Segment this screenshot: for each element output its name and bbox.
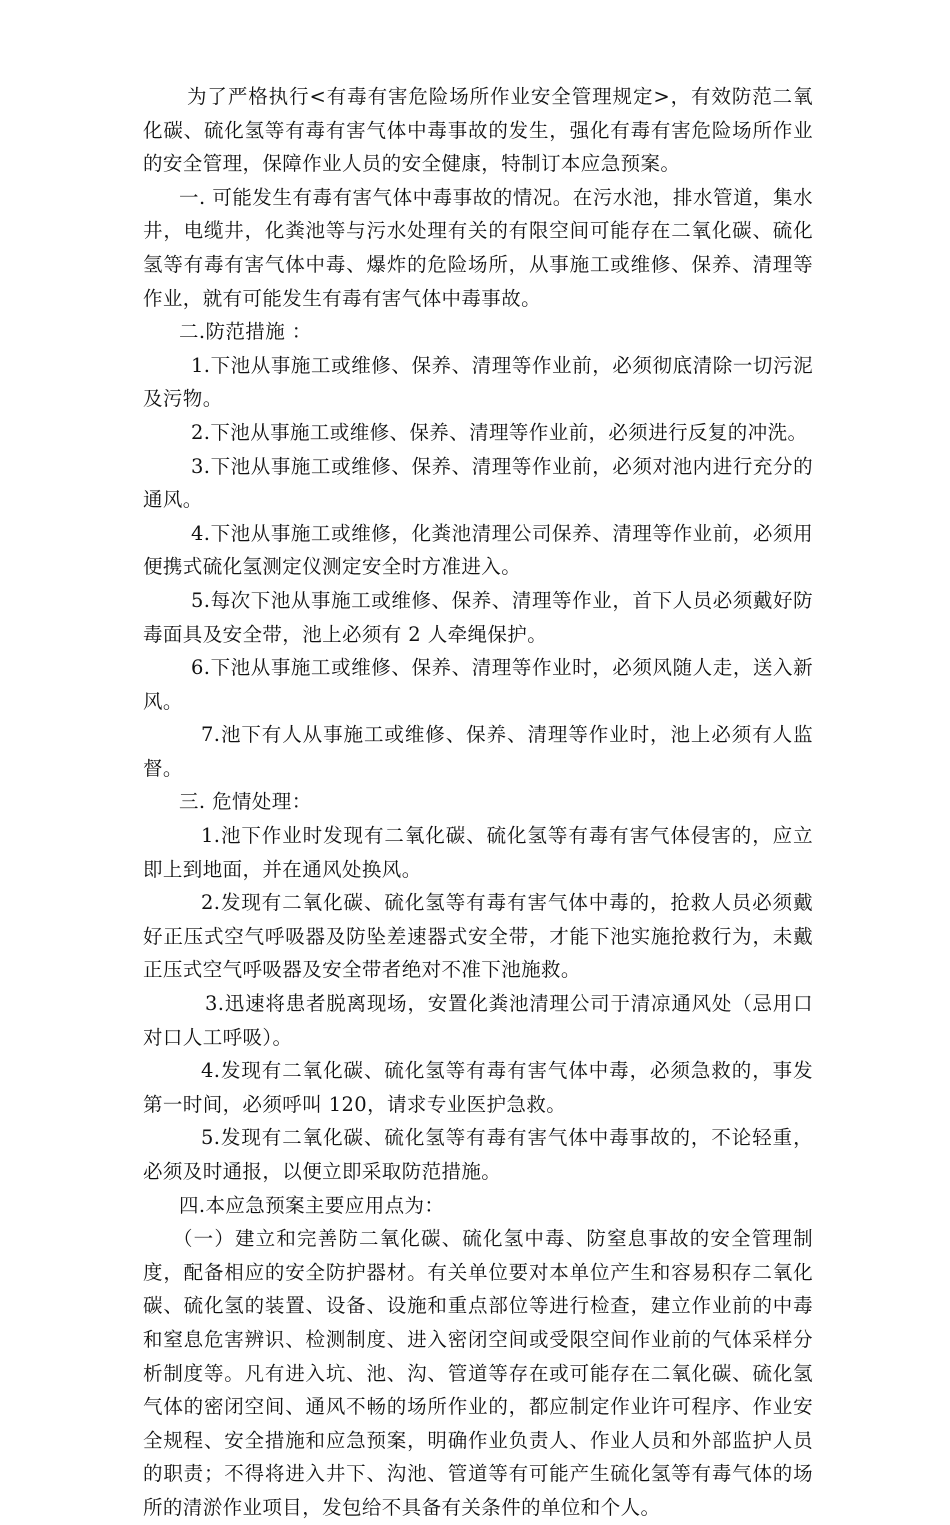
section-4-heading: 四.本应急预案主要应用点为： — [179, 1193, 445, 1217]
section-2-item-2: 2.下池从事施工或维修、保养、清理等作业前，必须进行反复的冲洗。 — [191, 420, 808, 444]
section-1-paragraph: 一. 可能发生有毒有害气体中毒事故的情况。在污水池，排水管道，集水井，电缆井，化粪池等与污水处理有关的有限空间可能存在二氧化碳、硫化氢等有毒有害气体中毒、爆炸的危险场所，从事施工或维修、保养、清理等作业，就有可能发生有毒有害气体中毒事故。 — [143, 185, 813, 310]
section-3-item-4: 4.发现有二氧化碳、硫化氢等有毒有害气体中毒，必须急救的，事发第一时间，必须呼叫 120，请求专业医护急救。 — [143, 1059, 813, 1116]
section-2-heading: 二.防范措施 ： — [179, 320, 312, 344]
document-page — [143, 80, 813, 1525]
section-2-item-1: 1.下池从事施工或维修、保养、清理等作业前，必须彻底清除一切污泥及污物。 — [143, 353, 813, 411]
section-2-item-6: 6.下池从事施工或维修、保养、清理等作业时，必须风随人走，送入新风。 — [143, 656, 813, 713]
section-2-item-7: 7.池下有人从事施工或维修、保养、清理等作业时，池上必须有人监督。 — [143, 723, 813, 780]
section-3-item-2: 2.发现有二氧化碳、硫化氢等有毒有害气体中毒的，抢救人员必须戴好正压式空气呼吸器及防坠差速器式安全带，才能下池实施抢救行为，未戴正压式空气呼吸器及安全带者绝对不准下池施救。 — [143, 891, 813, 982]
intro-paragraph: 为了严格执行<有毒有害危险场所作业安全管理规定>，有效防范二氧化碳、硫化氢等有毒有害气体中毒事故的发生，强化有毒有害危险场所作业的安全管理，保障作业人员的安全健康，特制订本应急预案。 — [143, 85, 813, 176]
section-2-item-4: 4.下池从事施工或维修，化粪池清理公司保养、清理等作业前，必须用便携式硫化氢测定仪测定安全时方准进入。 — [143, 521, 813, 579]
section-3-item-1: 1.池下作业时发现有二氧化碳、硫化氢等有毒有害气体侵害的，应立即上到地面，并在通风处换风。 — [143, 824, 813, 881]
section-2-item-3: 3.下池从事施工或维修、保养、清理等作业前，必须对池内进行充分的通风。 — [143, 454, 813, 512]
section-3-item-5: 5.发现有二氧化碳、硫化氢等有毒有害气体中毒事故的，不论轻重，必须及时通报，以便立即采取防范措施。 — [143, 1126, 813, 1183]
section-2-item-5: 5.每次下池从事施工或维修、保养、清理等作业，首下人员必须戴好防毒面具及安全带，池上必须有 2 人牵绳保护。 — [143, 588, 813, 646]
section-3-item-3: 3.迅速将患者脱离现场，安置化粪池清理公司于清凉通风处（忌用口对口人工呼吸）。 — [143, 992, 813, 1049]
section-3-heading: 三. 危情处理： — [179, 790, 312, 814]
section-4-item-1: （一）建立和完善防二氧化碳、硫化氢中毒、防窒息事故的安全管理制度，配备相应的安全防护器材。有关单位要对本单位产生和容易积存二氧化碳、硫化氢的装置、设备、设施和重点部位等进行检查，建立作业前的中毒和窒息危害辨识、检测制度、进入密闭空间或受限空间作业前的气体采样分析制度等。凡有进入坑、池、沟、管道等存在或可能存在二氧化碳、硫化氢气体的密闭空间、通风不畅的场所作业的，都应制定作业许可程序、作业安全规程、安全措施和应急预案，明确作业负责人、作业人员和外部监护人员的职责；不得将进入井下、沟池、管道等有可能产生硫化氢等有毒气体的场所的清淤作业项目，发包给不具备有关条件的单位和个人。 — [143, 1227, 813, 1519]
